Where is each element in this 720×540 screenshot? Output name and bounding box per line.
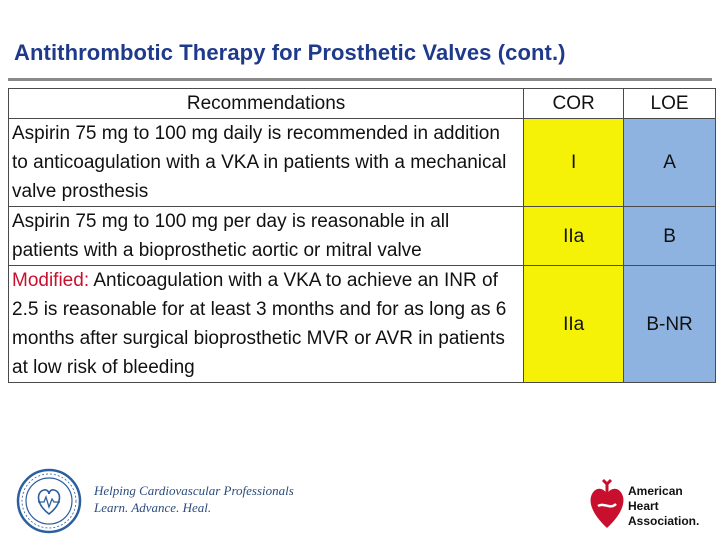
recommendation-text: Aspirin 75 mg to 100 mg per day is reasonable in all patients with a bioprosthetic aortic or mitral valve <box>9 207 524 266</box>
aha-logo <box>588 476 713 534</box>
loe-value: B <box>624 207 716 266</box>
recommendation-text: Aspirin 75 mg to 100 mg daily is recommended in addition to anticoagulation with a VKA in patients with a mechanical valve prosthesis <box>9 119 524 207</box>
table-row <box>9 207 716 266</box>
table-row <box>9 266 716 383</box>
cor-value: IIa <box>524 207 624 266</box>
acc-tagline-line-2: Learn. Advance. Heal. <box>94 500 212 515</box>
cor-value: I <box>524 119 624 207</box>
header-cor: COR <box>524 89 624 119</box>
table-header-row <box>9 89 716 119</box>
aha-heart-icon <box>588 476 626 532</box>
aha-line-3: Association. <box>628 514 700 528</box>
recommendation-cell <box>9 266 524 383</box>
acc-logo <box>16 468 294 534</box>
aha-line-2: Heart <box>628 499 659 513</box>
table-row <box>9 119 716 207</box>
modified-label: Modified: <box>12 270 90 291</box>
aha-line-1: American <box>628 484 683 498</box>
loe-value: B-NR <box>624 266 716 383</box>
header-loe: LOE <box>624 89 716 119</box>
acc-tagline <box>94 482 294 516</box>
header-recommendations: Recommendations <box>9 89 524 119</box>
acc-seal-icon <box>16 468 82 534</box>
acc-tagline-line-1: Helping Cardiovascular Professionals <box>94 483 294 498</box>
recommendations-table <box>8 88 716 383</box>
cor-value: IIa <box>524 266 624 383</box>
title-divider <box>8 78 712 81</box>
loe-value: A <box>624 119 716 207</box>
recommendation-text: Anticoagulation with a VKA to achieve an INR of 2.5 is reasonable for at least 3 months and for as long as 6 months after surgical bioprosthetic MVR or AVR in patients at low risk of bleeding <box>12 270 507 378</box>
slide-title: Antithrombotic Therapy for Prosthetic Valves (cont.) <box>14 40 566 65</box>
aha-wordmark <box>628 484 699 529</box>
